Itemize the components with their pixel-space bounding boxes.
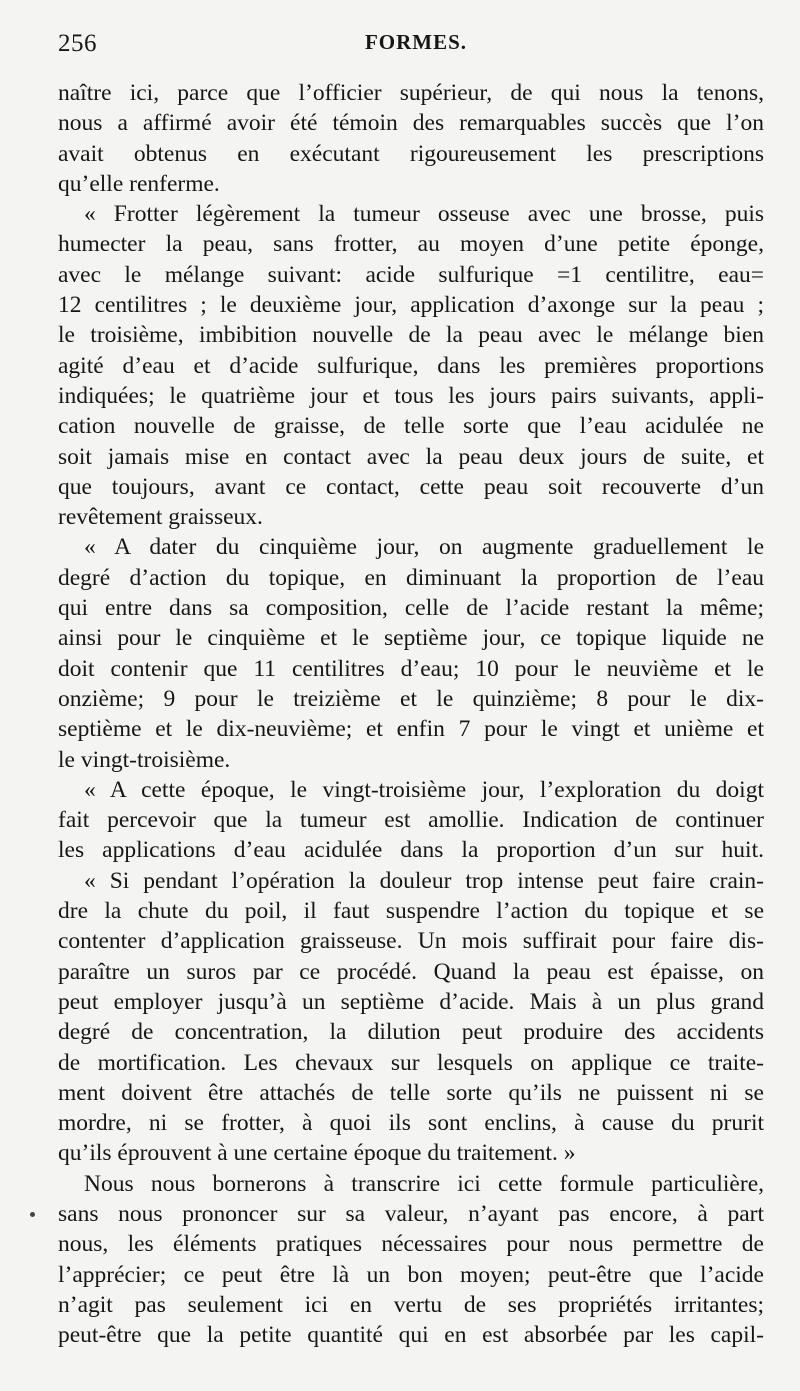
text-line: peut-être que la petite quantité qui en est absorbée par les capil-: [58, 1322, 764, 1349]
running-head: [58, 30, 762, 62]
margin-mark: [30, 1212, 35, 1217]
text-line: n’agit pas seulement ici en vertu de ses propriétés irritantes;: [58, 1291, 764, 1318]
text-line: sans nous prononcer sur sa valeur, n’ayant pas encore, à part: [58, 1200, 764, 1227]
text-line: « Frotter légèrement la tumeur osseuse avec une brosse, puis: [84, 201, 764, 228]
text-line: 12 centilitres ; le deuxième jour, application d’axonge sur la peau ;: [58, 292, 764, 319]
text-line: humecter la peau, sans frotter, au moyen d’une petite éponge,: [58, 231, 764, 258]
text-line: septième et le dix-neuvième; et enfin 7 pour le vingt et unième et: [58, 716, 764, 743]
text-line: indiquées; le quatrième jour et tous les jours pairs suivants, appli-: [58, 382, 764, 409]
running-title: FORMES.: [364, 30, 468, 54]
text-line: dre la chute du poil, il faut suspendre l’action du topique et se: [58, 898, 764, 925]
text-line: soit jamais mise en contact avec la peau deux jours de suite, et: [58, 443, 764, 470]
text-line: qu’elle renferme.: [58, 170, 220, 197]
text-line: le vingt-troisième.: [58, 746, 231, 773]
text-line: avec le mélange suivant: acide sulfurique =1 centilitre, eau=: [58, 261, 764, 288]
text-line: qu’ils éprouvent à une certaine époque du traitement. »: [58, 1140, 576, 1167]
text-line: nous a affirmé avoir été témoin des remarquables succès que l’on: [58, 110, 764, 137]
text-line: onzième; 9 pour le treizième et le quinzième; 8 pour le dix-: [58, 685, 764, 712]
text-line: ainsi pour le cinquième et le septième jour, ce topique liquide ne: [58, 625, 764, 652]
text-line: degré de concentration, la dilution peut produire des accidents: [58, 1019, 764, 1046]
text-line: naître ici, parce que l’officier supérieur, de qui nous la tenons,: [58, 80, 764, 106]
text-line: « A dater du cinquième jour, on augmente graduellement le: [84, 534, 764, 561]
text-line: « Si pendant l’opération la douleur trop intense peut faire crain-: [84, 867, 764, 894]
body-text: [58, 78, 764, 1350]
text-line: doit contenir que 11 centilitres d’eau; 10 pour le neuvième et le: [58, 655, 764, 682]
text-line: contenter d’application graisseuse. Un mois suffirait pour faire dis-: [58, 928, 764, 955]
text-line: degré d’action du topique, en diminuant la proportion de l’eau: [58, 564, 764, 591]
text-line: fait percevoir que la tumeur est amollie. Indication de continuer: [58, 807, 764, 834]
text-line: les applications d’eau acidulée dans la proportion d’un sur huit.: [58, 837, 764, 864]
text-line: Nous nous bornerons à transcrire ici cette formule particulière,: [84, 1170, 764, 1197]
text-line: l’apprécier; ce peut être là un bon moyen; peut-être que l’acide: [58, 1261, 764, 1288]
text-line: le troisième, imbibition nouvelle de la peau avec le mélange bien: [58, 322, 764, 349]
text-line: mordre, ni se frotter, à quoi ils sont enclins, à cause du prurit: [58, 1110, 764, 1137]
text-line: peut employer jusqu’à un septième d’acide. Mais à un plus grand: [58, 988, 764, 1015]
text-line: qui entre dans sa composition, celle de l’acide restant la même;: [58, 595, 764, 622]
text-line: « A cette époque, le vingt-troisième jour, l’exploration du doigt: [84, 776, 764, 803]
text-line: agité d’eau et d’acide sulfurique, dans les premières proportions: [58, 352, 764, 379]
text-line: que toujours, avant ce contact, cette peau soit recouverte d’un: [58, 473, 764, 500]
text-line: avait obtenus en exécutant rigoureusement les prescriptions: [58, 140, 764, 167]
text-line: ment doivent être attachés de telle sorte qu’ils ne puissent ni se: [58, 1079, 764, 1106]
text-line: de mortification. Les chevaux sur lesquels on applique ce traite-: [58, 1049, 764, 1076]
text-line: cation nouvelle de graisse, de telle sorte que l’eau acidulée ne: [58, 413, 764, 440]
text-line: nous, les éléments pratiques nécessaires pour nous permettre de: [58, 1231, 764, 1258]
text-line: revêtement graisseux.: [58, 504, 263, 531]
page-number: 256: [58, 30, 97, 57]
text-line: paraître un suros par ce procédé. Quand la peau est épaisse, on: [58, 958, 764, 985]
